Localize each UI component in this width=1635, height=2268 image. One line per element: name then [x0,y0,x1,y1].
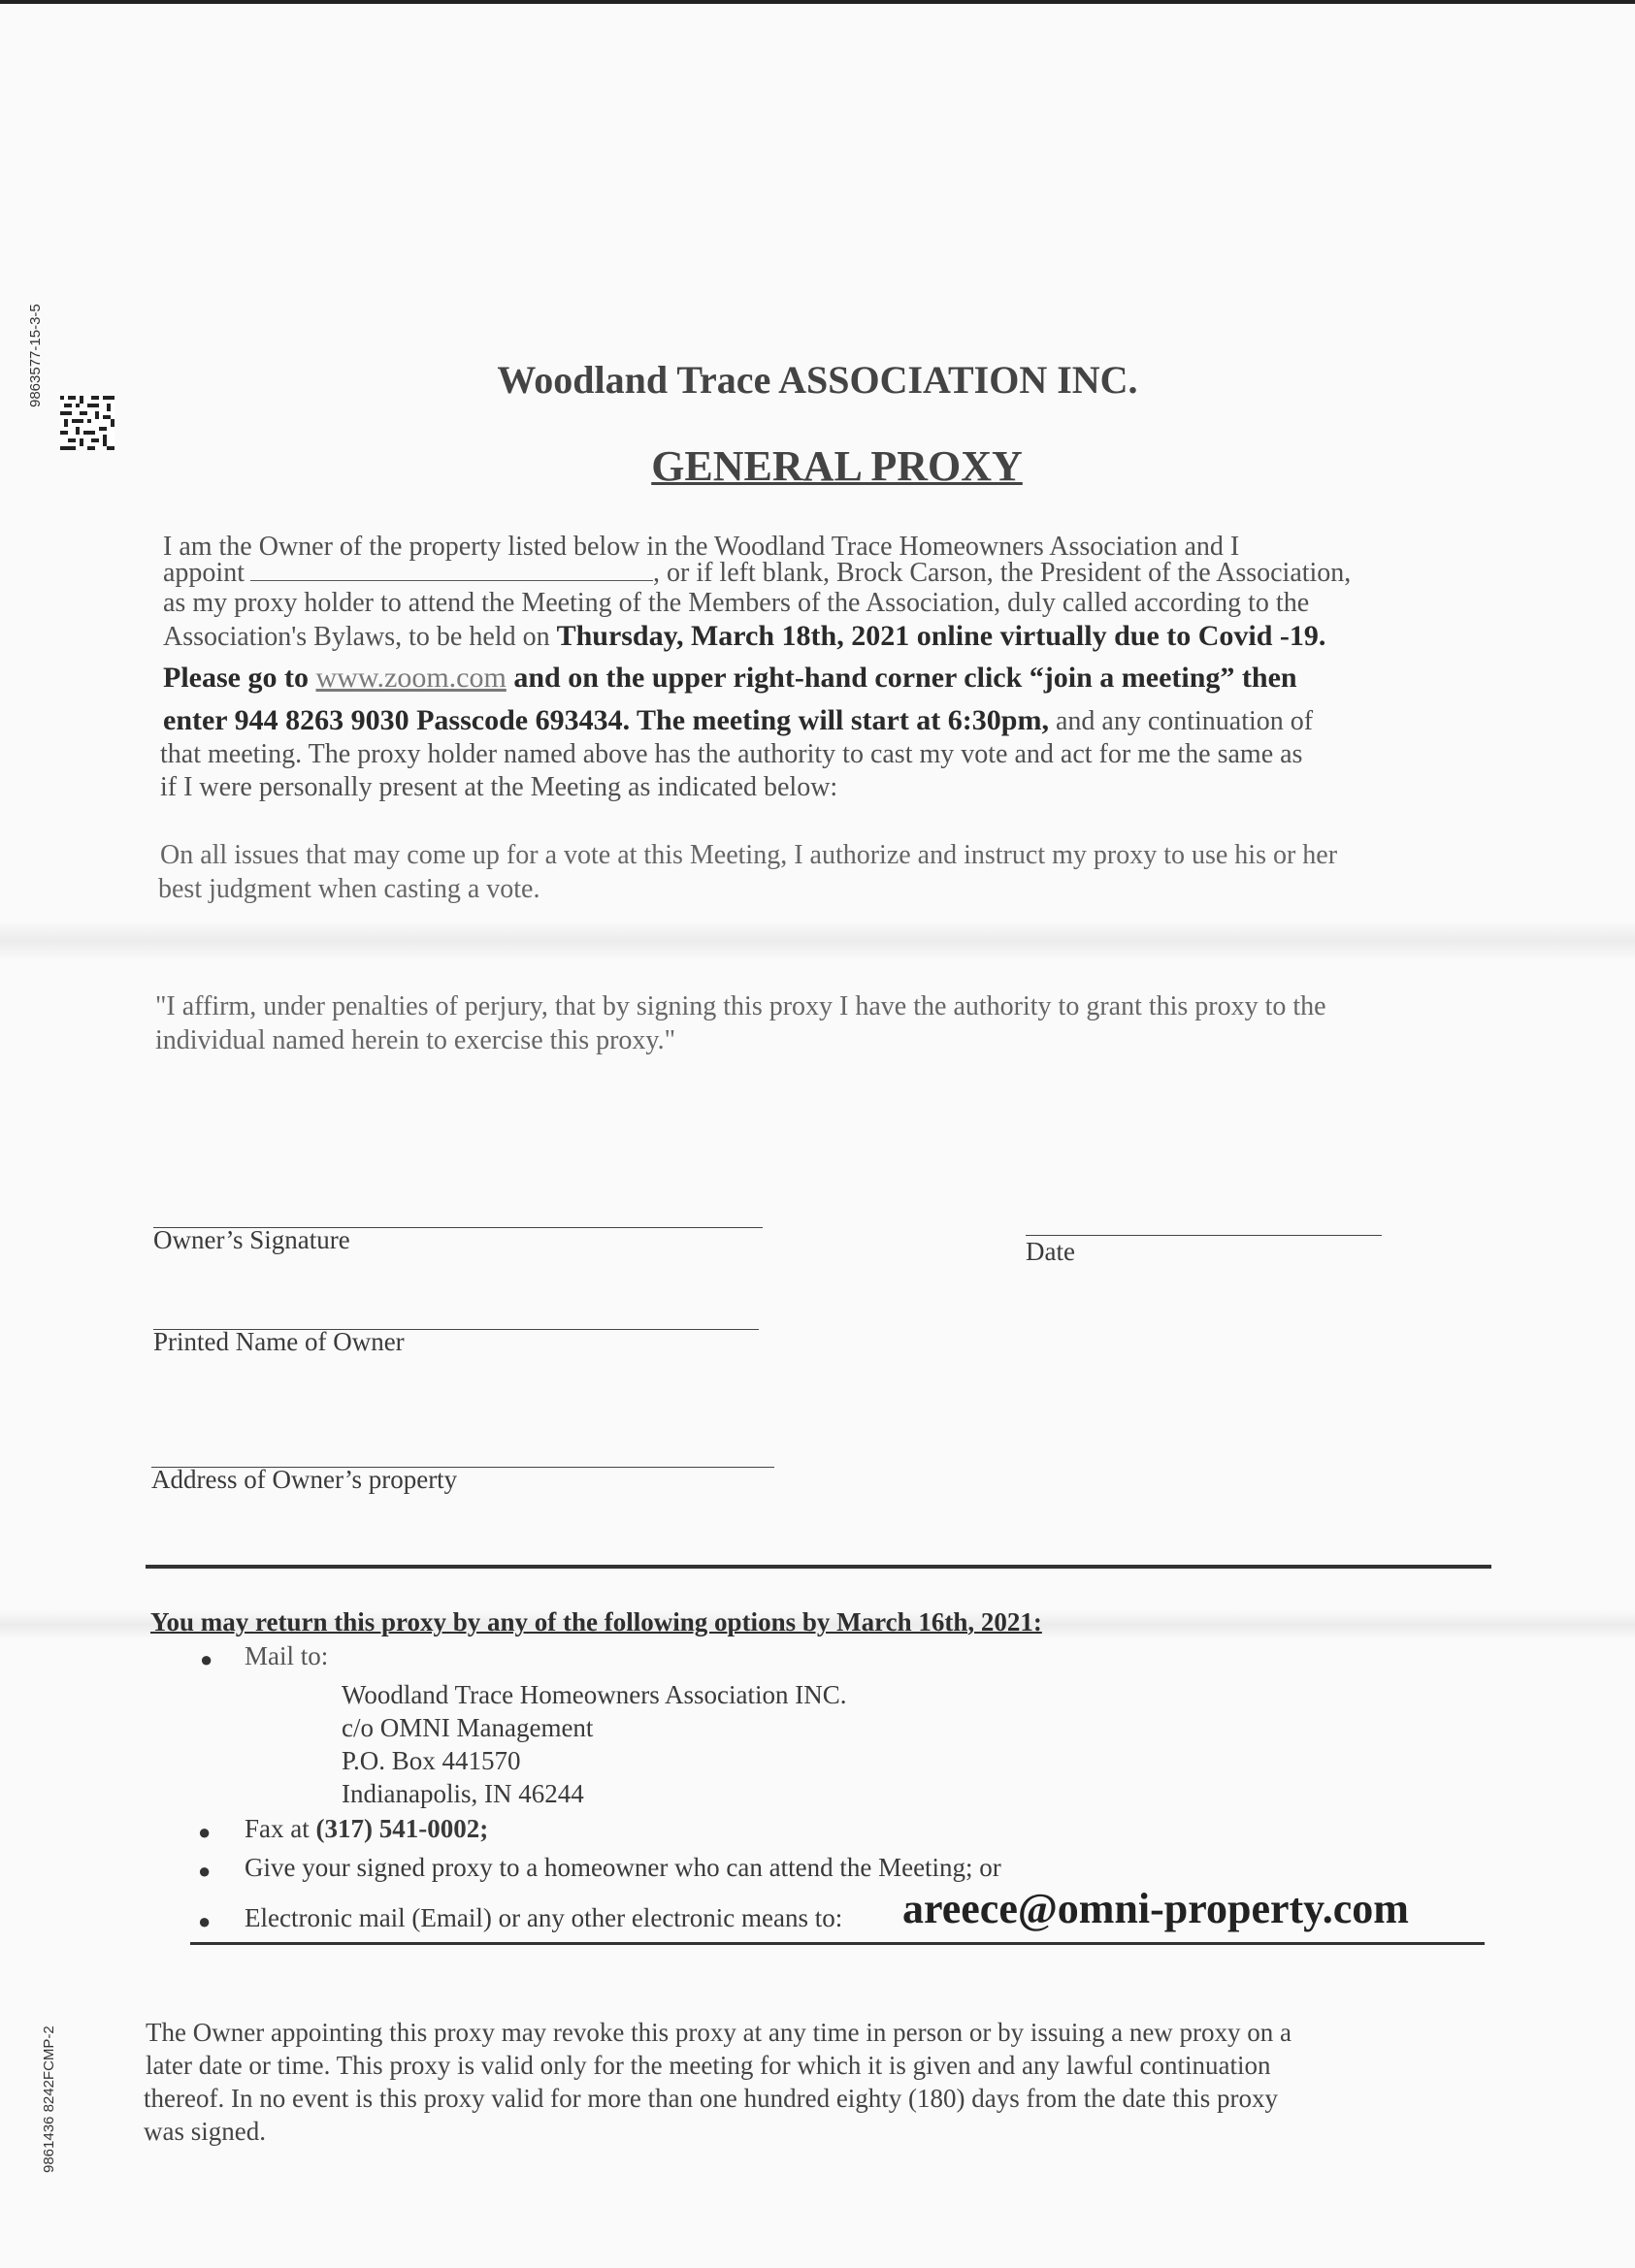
affirm-line: individual named herein to exercise this proxy." [155,1025,676,1055]
return-heading: You may return this proxy by any of the following options by March 16th, 2021: [150,1607,1042,1636]
paper-fold [0,922,1635,960]
mail-address-line: Woodland Trace Homeowners Association INC. [342,1680,847,1709]
judgment-line: best judgment when casting a vote. [158,874,540,904]
intro-line [163,558,1351,588]
side-code-bottom: 9861436 8242FCMP-2 [41,2025,57,2173]
bullet-icon: ● [198,1859,212,1883]
zoom-link[interactable]: www.zoom.com [315,662,507,694]
address-label: Address of Owner’s property [151,1465,458,1494]
doc-title: GENERAL PROXY [651,442,1023,490]
printed-name-label: Printed Name of Owner [153,1327,405,1356]
meeting-date: Thursday, March 18th, 2021 online virtually due to Covid -19. [556,620,1326,652]
mail-label: Mail to: [245,1641,329,1670]
appoint-label: appoint [163,558,245,588]
revoke-line: later date or time. This proxy is valid only for the meeting for which it is given and any lawful continuation [146,2051,1271,2080]
intro-text: and any continuation of [1048,706,1314,736]
mail-address-line: c/o OMNI Management [342,1713,594,1742]
org-title: Woodland Trace ASSOCIATION INC. [497,358,1138,402]
owner-signature-label: Owner’s Signature [153,1225,350,1254]
intro-line: that meeting. The proxy holder named above has the authority to cast my vote and act for me the same as [160,739,1303,769]
fax-number: (317) 541-0002; [315,1814,489,1843]
mail-address-line: P.O. Box 441570 [342,1746,521,1775]
section-divider [146,1565,1491,1569]
fax-option [245,1814,488,1844]
intro-text: Association's Bylaws, to be held on [163,622,557,652]
revoke-line: thereof. In no event is this proxy valid for more than one hundred eighty (180) days from the date this proxy [144,2084,1278,2113]
intro-line: I am the Owner of the property listed below in the Woodland Trace Homeowners Association and I [163,532,1240,562]
intro-line [163,705,1313,736]
email-label: Electronic mail (Email) or any other electronic means to: [245,1903,843,1932]
intro-line: if I were personally present at the Meeting as indicated below: [160,772,838,802]
revoke-line: was signed. [144,2117,266,2146]
fax-label: Fax at [245,1814,316,1843]
appointee-blank[interactable] [250,559,653,581]
bullet-icon: ● [198,1909,212,1933]
intro-bold: and on the upper right-hand corner click “join a meeting” then [506,662,1297,694]
bullet-icon: ● [198,1820,212,1844]
scan-top-border [0,0,1635,4]
affirm-line: "I affirm, under penalties of perjury, that by signing this proxy I have the authority to grant this proxy to the [155,991,1326,1021]
revoke-line: The Owner appointing this proxy may revoke this proxy at any time in person or by issuing a new proxy on a [146,2018,1292,2047]
appoint-rest: , or if left blank, Brock Carson, the President of the Association, [653,558,1352,588]
date-label: Date [1026,1237,1075,1266]
email-underline [190,1942,1485,1945]
date-line[interactable] [1026,1235,1382,1236]
judgment-line: On all issues that may come up for a vote at this Meeting, I authorize and instruct my proxy to use his or her [160,840,1338,870]
give-option: Give your signed proxy to a homeowner who can attend the Meeting; or [245,1853,1001,1882]
intro-bold: Please go to [163,662,316,694]
bullet-icon: ● [200,1647,213,1671]
intro-line: as my proxy holder to attend the Meeting of the Members of the Association, duly called according to the [163,588,1310,618]
intro-line [163,621,1325,652]
mail-address-line: Indianapolis, IN 46244 [342,1779,584,1808]
meeting-id: enter 944 8263 9030 Passcode 693434. The meeting will start at 6:30pm, [163,704,1049,736]
intro-line [163,663,1297,694]
email-address[interactable]: areece@omni-property.com [902,1885,1409,1932]
side-code-top: 9863577-15-3-5 [27,304,44,407]
